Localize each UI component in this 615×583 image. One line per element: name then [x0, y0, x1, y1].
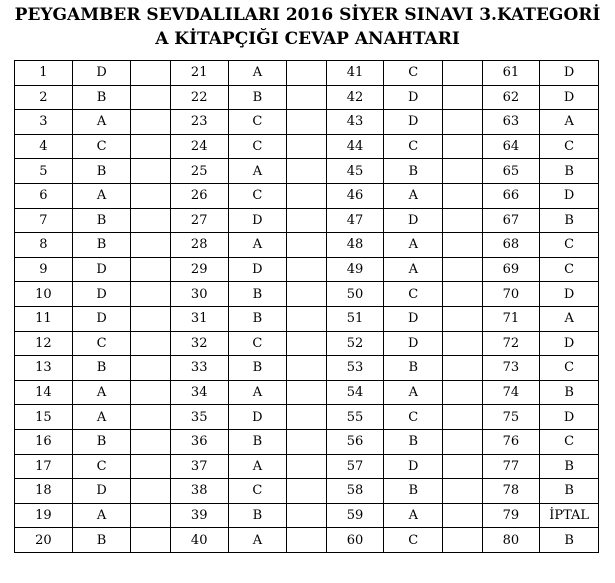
blank-cell [443, 405, 482, 430]
blank-cell [287, 356, 326, 381]
answer-cell: D [72, 257, 131, 282]
blank-cell [443, 454, 482, 479]
question-number: 38 [170, 479, 228, 504]
question-number: 3 [15, 110, 73, 135]
question-number: 79 [482, 503, 540, 528]
question-number: 8 [15, 233, 73, 258]
blank-cell [287, 479, 326, 504]
page-subtitle: A KİTAPÇIĞI CEVAP ANAHTARI [155, 29, 460, 49]
blank-cell [287, 134, 326, 159]
blank-cell [443, 159, 482, 184]
blank-cell [443, 528, 482, 553]
question-number: 78 [482, 479, 540, 504]
blank-cell [443, 356, 482, 381]
question-number: 45 [326, 159, 384, 184]
answer-cell: B [72, 233, 131, 258]
question-number: 64 [482, 134, 540, 159]
answer-cell: A [228, 380, 287, 405]
question-number: 35 [170, 405, 228, 430]
answer-cell: C [72, 454, 131, 479]
blank-cell [287, 429, 326, 454]
answer-cell: D [384, 85, 443, 110]
answer-cell: D [384, 208, 443, 233]
answer-cell: C [72, 331, 131, 356]
blank-cell [443, 479, 482, 504]
answer-cell: C [540, 233, 599, 258]
question-number: 26 [170, 183, 228, 208]
question-number: 74 [482, 380, 540, 405]
question-number: 66 [482, 183, 540, 208]
question-number: 62 [482, 85, 540, 110]
answer-cell: C [228, 134, 287, 159]
table-row [15, 110, 599, 135]
answer-cell: A [384, 183, 443, 208]
table-row [15, 208, 599, 233]
blank-cell [287, 405, 326, 430]
answer-cell: A [540, 110, 599, 135]
blank-cell [287, 257, 326, 282]
answer-cell: B [72, 429, 131, 454]
blank-cell [443, 306, 482, 331]
blank-cell [131, 503, 170, 528]
question-number: 36 [170, 429, 228, 454]
answer-cell: A [72, 405, 131, 430]
answer-cell: C [540, 257, 599, 282]
table-row [15, 405, 599, 430]
answer-cell: B [384, 159, 443, 184]
question-number: 5 [15, 159, 73, 184]
answer-cell: C [540, 429, 599, 454]
question-number: 29 [170, 257, 228, 282]
answer-cell: D [72, 61, 131, 86]
blank-cell [131, 159, 170, 184]
question-number: 54 [326, 380, 384, 405]
question-number: 69 [482, 257, 540, 282]
blank-cell [287, 183, 326, 208]
answer-cell: B [540, 528, 599, 553]
answer-cell: B [72, 208, 131, 233]
blank-cell [131, 479, 170, 504]
answer-cell: C [384, 282, 443, 307]
table-row [15, 85, 599, 110]
answer-cell: D [384, 454, 443, 479]
question-number: 14 [15, 380, 73, 405]
question-number: 11 [15, 306, 73, 331]
question-number: 58 [326, 479, 384, 504]
answer-cell: B [384, 429, 443, 454]
answer-cell: C [384, 528, 443, 553]
answer-cell: D [540, 61, 599, 86]
blank-cell [131, 306, 170, 331]
question-number: 31 [170, 306, 228, 331]
answer-cell: B [540, 208, 599, 233]
question-number: 50 [326, 282, 384, 307]
question-number: 51 [326, 306, 384, 331]
answer-cell: B [228, 356, 287, 381]
question-number: 6 [15, 183, 73, 208]
table-row [15, 257, 599, 282]
answer-cell: D [540, 331, 599, 356]
question-number: 77 [482, 454, 540, 479]
question-number: 43 [326, 110, 384, 135]
answer-cell: A [384, 503, 443, 528]
blank-cell [131, 282, 170, 307]
table-row [15, 356, 599, 381]
question-number: 2 [15, 85, 73, 110]
question-number: 23 [170, 110, 228, 135]
answer-cell: A [384, 380, 443, 405]
question-number: 22 [170, 85, 228, 110]
blank-cell [131, 208, 170, 233]
blank-cell [131, 183, 170, 208]
answer-cell: D [384, 110, 443, 135]
question-number: 7 [15, 208, 73, 233]
question-number: 57 [326, 454, 384, 479]
answer-cell: A [228, 61, 287, 86]
answer-cell: B [540, 479, 599, 504]
blank-cell [287, 331, 326, 356]
answer-cell: B [72, 528, 131, 553]
blank-cell [443, 183, 482, 208]
blank-cell [287, 159, 326, 184]
blank-cell [443, 282, 482, 307]
question-number: 71 [482, 306, 540, 331]
answer-cell: D [384, 306, 443, 331]
answer-cell: A [228, 233, 287, 258]
answer-cell: A [228, 159, 287, 184]
blank-cell [287, 454, 326, 479]
blank-cell [287, 503, 326, 528]
answer-cell: C [228, 331, 287, 356]
question-number: 76 [482, 429, 540, 454]
blank-cell [443, 208, 482, 233]
answer-cell: A [228, 528, 287, 553]
blank-cell [287, 233, 326, 258]
table-row [15, 503, 599, 528]
answer-key-table [14, 60, 599, 553]
answer-cell: B [228, 503, 287, 528]
answer-cell: A [384, 233, 443, 258]
question-number: 52 [326, 331, 384, 356]
blank-cell [131, 85, 170, 110]
blank-cell [131, 429, 170, 454]
answer-cell: D [72, 306, 131, 331]
answer-cell: B [540, 454, 599, 479]
question-number: 44 [326, 134, 384, 159]
answer-cell: C [384, 134, 443, 159]
table-row [15, 331, 599, 356]
question-number: 37 [170, 454, 228, 479]
blank-cell [131, 110, 170, 135]
answer-cell: A [72, 110, 131, 135]
table-row [15, 380, 599, 405]
blank-cell [287, 380, 326, 405]
answer-cell: B [228, 306, 287, 331]
question-number: 61 [482, 61, 540, 86]
blank-cell [131, 528, 170, 553]
question-number: 4 [15, 134, 73, 159]
blank-cell [131, 356, 170, 381]
blank-cell [131, 257, 170, 282]
blank-cell [443, 331, 482, 356]
blank-cell [287, 110, 326, 135]
blank-cell [131, 233, 170, 258]
table-row [15, 454, 599, 479]
question-number: 46 [326, 183, 384, 208]
blank-cell [443, 134, 482, 159]
question-number: 47 [326, 208, 384, 233]
answer-cell: C [228, 479, 287, 504]
blank-cell [443, 233, 482, 258]
question-number: 16 [15, 429, 73, 454]
table-row [15, 429, 599, 454]
table-row [15, 306, 599, 331]
question-number: 15 [15, 405, 73, 430]
question-number: 34 [170, 380, 228, 405]
table-row [15, 233, 599, 258]
table-row [15, 61, 599, 86]
answer-cell: A [72, 380, 131, 405]
answer-cell: D [540, 183, 599, 208]
question-number: 18 [15, 479, 73, 504]
question-number: 32 [170, 331, 228, 356]
question-number: 75 [482, 405, 540, 430]
answer-cell: İPTAL [540, 503, 599, 528]
question-number: 40 [170, 528, 228, 553]
blank-cell [443, 110, 482, 135]
answer-cell: A [384, 257, 443, 282]
question-number: 24 [170, 134, 228, 159]
blank-cell [287, 282, 326, 307]
blank-cell [287, 306, 326, 331]
question-number: 49 [326, 257, 384, 282]
answer-cell: C [228, 110, 287, 135]
question-number: 41 [326, 61, 384, 86]
answer-cell: A [228, 454, 287, 479]
question-number: 55 [326, 405, 384, 430]
answer-cell: B [384, 479, 443, 504]
question-number: 53 [326, 356, 384, 381]
answer-cell: D [228, 257, 287, 282]
question-number: 59 [326, 503, 384, 528]
question-number: 9 [15, 257, 73, 282]
question-number: 73 [482, 356, 540, 381]
blank-cell [287, 61, 326, 86]
table-row [15, 282, 599, 307]
question-number: 20 [15, 528, 73, 553]
question-number: 67 [482, 208, 540, 233]
question-number: 19 [15, 503, 73, 528]
answer-cell: C [384, 61, 443, 86]
question-number: 60 [326, 528, 384, 553]
answer-cell: B [228, 282, 287, 307]
answer-cell: D [540, 85, 599, 110]
blank-cell [443, 380, 482, 405]
blank-cell [131, 61, 170, 86]
question-number: 13 [15, 356, 73, 381]
answer-cell: D [384, 331, 443, 356]
question-number: 65 [482, 159, 540, 184]
question-number: 42 [326, 85, 384, 110]
question-number: 72 [482, 331, 540, 356]
answer-cell: D [540, 405, 599, 430]
answer-cell: C [72, 134, 131, 159]
question-number: 27 [170, 208, 228, 233]
blank-cell [443, 61, 482, 86]
question-number: 39 [170, 503, 228, 528]
question-number: 68 [482, 233, 540, 258]
question-number: 10 [15, 282, 73, 307]
question-number: 33 [170, 356, 228, 381]
blank-cell [443, 429, 482, 454]
question-number: 80 [482, 528, 540, 553]
table-row [15, 159, 599, 184]
table-row [15, 479, 599, 504]
blank-cell [131, 454, 170, 479]
blank-cell [131, 380, 170, 405]
answer-cell: B [72, 85, 131, 110]
question-number: 21 [170, 61, 228, 86]
question-number: 17 [15, 454, 73, 479]
page-title: PEYGAMBER SEVDALILARI 2016 SİYER SINAVI 3.KATEGORİ [14, 5, 601, 25]
blank-cell [131, 331, 170, 356]
blank-cell [443, 85, 482, 110]
answer-cell: B [228, 85, 287, 110]
table-row [15, 528, 599, 553]
blank-cell [287, 85, 326, 110]
answer-cell: D [228, 405, 287, 430]
answer-cell: C [384, 405, 443, 430]
answer-cell: C [540, 356, 599, 381]
answer-cell: D [72, 479, 131, 504]
answer-cell: B [72, 356, 131, 381]
answer-cell: C [228, 183, 287, 208]
answer-cell: A [72, 503, 131, 528]
answer-cell: B [540, 159, 599, 184]
answer-cell: A [540, 306, 599, 331]
blank-cell [443, 257, 482, 282]
answer-cell: C [540, 134, 599, 159]
question-number: 48 [326, 233, 384, 258]
question-number: 63 [482, 110, 540, 135]
blank-cell [287, 528, 326, 553]
answer-cell: A [72, 183, 131, 208]
question-number: 12 [15, 331, 73, 356]
answer-cell: B [540, 380, 599, 405]
answer-cell: D [228, 208, 287, 233]
answer-cell: D [72, 282, 131, 307]
answer-cell: B [384, 356, 443, 381]
question-number: 30 [170, 282, 228, 307]
question-number: 56 [326, 429, 384, 454]
table-row [15, 134, 599, 159]
table-row [15, 183, 599, 208]
blank-cell [131, 405, 170, 430]
answer-cell: B [72, 159, 131, 184]
question-number: 25 [170, 159, 228, 184]
blank-cell [443, 503, 482, 528]
question-number: 70 [482, 282, 540, 307]
answer-cell: B [228, 429, 287, 454]
blank-cell [287, 208, 326, 233]
question-number: 1 [15, 61, 73, 86]
question-number: 28 [170, 233, 228, 258]
blank-cell [131, 134, 170, 159]
answer-cell: D [540, 282, 599, 307]
